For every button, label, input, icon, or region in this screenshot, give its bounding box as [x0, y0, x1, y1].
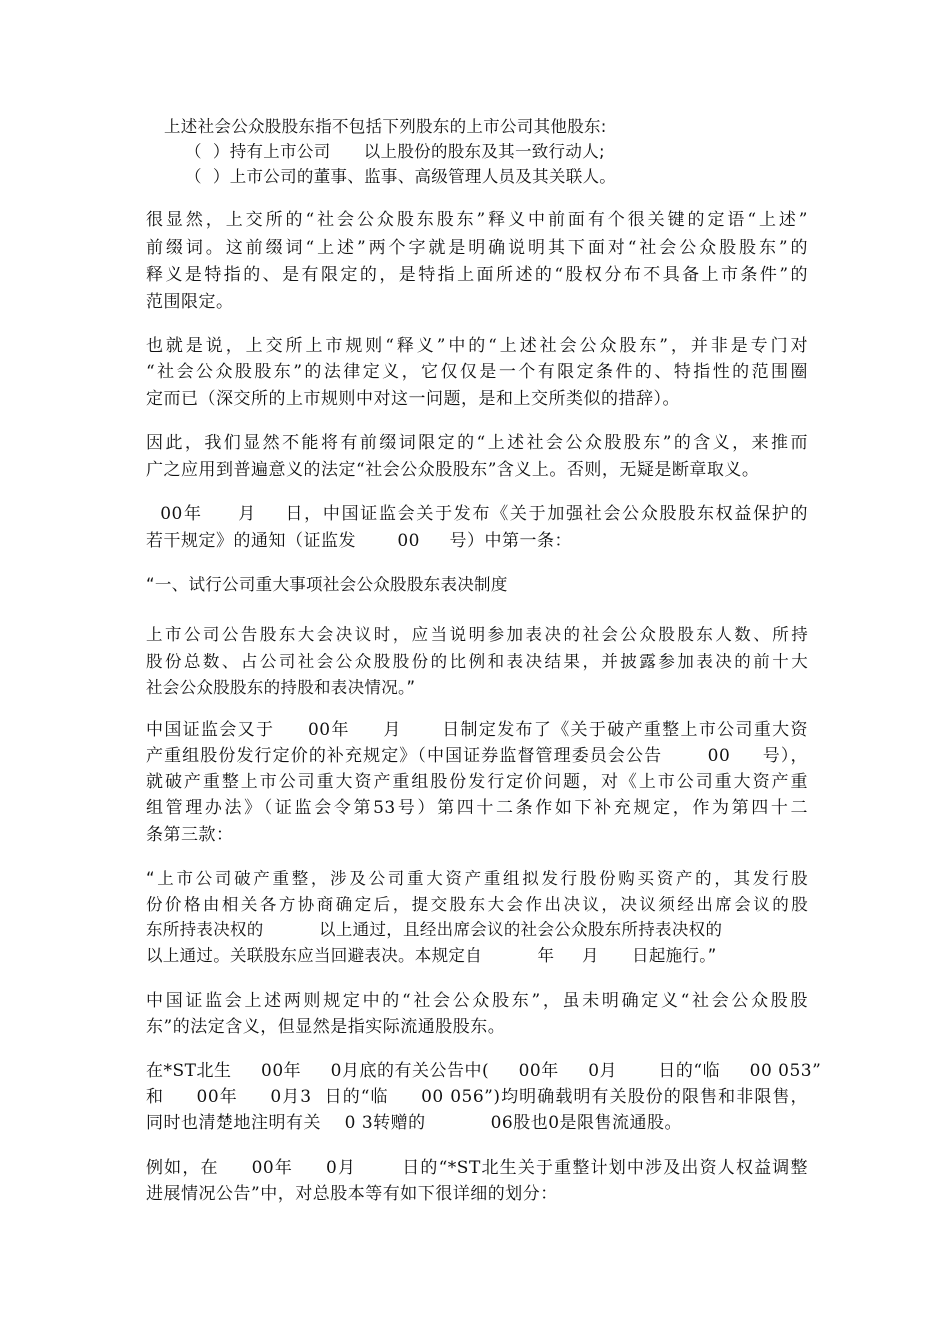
text-line: 也就是说，上交所上市规则“释义”中的“上述社会公众股东”，并非是专门对	[146, 336, 808, 356]
text-line: 很显然，上交所的“社会公众股东股东”释义中前面有个很关键的定语“上述”	[146, 210, 808, 230]
text-line: 东所持表决权的 以上通过，且经出席会议的社会公众股东所持表决权的	[146, 920, 723, 939]
text-line: 中国证监会上述两则规定中的“社会公众股东”，虽未明确定义“社会公众股股	[146, 991, 808, 1011]
text-line: 东”的法定含义，但显然是指实际流通股股东。	[146, 1017, 506, 1037]
text-line: 同时也清楚地注明有关 0 3转赠的 06股也0是限售流通股。	[146, 1113, 683, 1133]
text-line: 产重组股份发行定价的补充规定》（中国证券监督管理委员会公告 00 号），	[146, 746, 808, 766]
text-line: 就破产重整上市公司重大资产重组股份发行定价问题，对《上市公司重大资产重	[146, 772, 808, 792]
text-line: 进展情况公告”中，对总股本等有如下很详细的划分：	[146, 1184, 558, 1204]
text-line: 社会公众股股东的持股和表决情况。”	[146, 678, 416, 697]
text-line: 份价格由相关各方协商确定后，提交股东大会作出决议，决议须经出席会议的股	[146, 895, 808, 914]
text-line: 广之应用到普遍意义的法定“社会公众股股东”含义上。否则，无疑是断章取义。	[146, 460, 760, 480]
text-line: 在*ST北生 00年 0月底的有关公告中( 00年 0月 日的“临 00 053”	[146, 1061, 822, 1081]
text-line: 因此，我们显然不能将有前缀词限定的“上述社会公众股股东”的含义，来推而	[146, 433, 808, 453]
text-line: 上述社会公众股股东指不包括下列股东的上市公司其他股东:	[164, 117, 607, 136]
text-line: 以上通过。关联股东应当回避表决。本规定自 年 月 日起施行。”	[146, 946, 717, 965]
text-line: “上市公司破产重整，涉及公司重大资产重组拟发行股份购买资产的，其发行股	[146, 869, 808, 888]
text-line: （ ）上市公司的董事、监事、高级管理人员及其关联人。	[185, 167, 617, 186]
text-line: 范围限定。	[146, 292, 234, 312]
text-line: 股份总数、占公司社会公众股股份的比例和表决结果，并披露参加表决的前十大	[146, 652, 808, 671]
text-line: “一、试行公司重大事项社会公众股股东表决制度	[146, 575, 508, 594]
text-line: 定而已（深交所的上市规则中对这一问题，是和上交所类似的措辞）。	[146, 389, 680, 409]
text-line: 中国证监会又于 00年 月 日制定发布了《关于破产重整上市公司重大资	[146, 720, 808, 740]
text-line: 若干规定》的通知（证监发 00 号）中第一条：	[146, 531, 572, 551]
text-line: （ ）持有上市公司 以上股份的股东及其一致行动人;	[185, 142, 605, 161]
text-line: 和 00年 0月3 日的“临 00 056”)均明确载明有关股份的限售和非限售，	[146, 1087, 808, 1107]
text-line: 前缀词。这前缀词“上述”两个字就是明确说明其下面对“社会公众股股东”的	[146, 238, 808, 258]
text-line: 组管理办法》（证监会令第53号）第四十二条作如下补充规定，作为第四十二	[146, 798, 808, 818]
text-line: “社会公众股股东”的法律定义，它仅仅是一个有限定条件的、特指性的范围圈	[146, 362, 808, 382]
text-line: 条第三款：	[146, 825, 234, 845]
text-line: 00年 月 日，中国证监会关于发布《关于加强社会公众股股东权益保护的	[146, 504, 808, 524]
text-line: 例如，在 00年 0月 日的“*ST北生关于重整计划中涉及出资人权益调整	[146, 1158, 808, 1178]
text-line: 上市公司公告股东大会决议时，应当说明参加表决的社会公众股股东人数、所持	[146, 625, 808, 644]
text-line: 释义是特指的、是有限定的，是特指上面所述的“股权分布不具备上市条件”的	[146, 265, 808, 285]
